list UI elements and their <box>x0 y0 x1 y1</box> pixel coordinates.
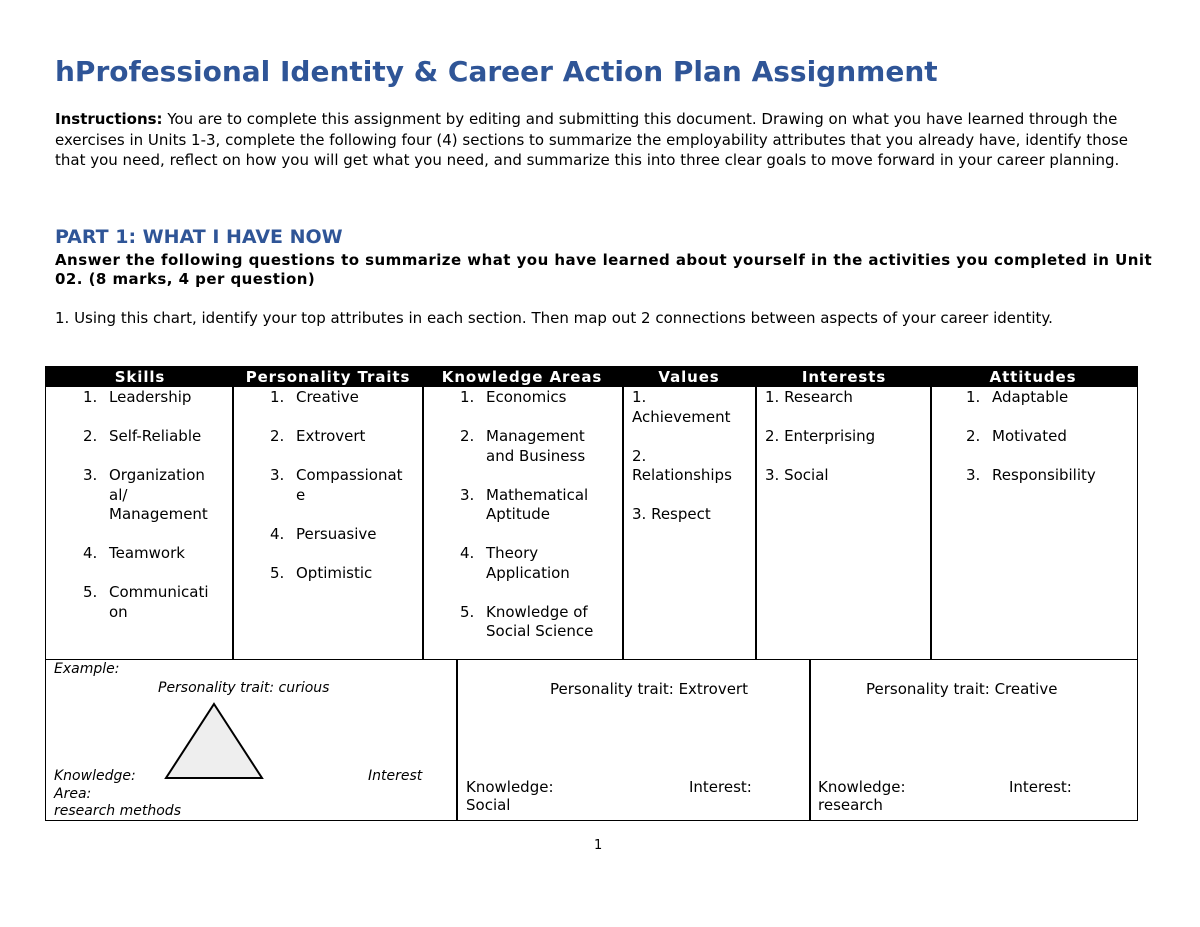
header-attitudes: Attitudes <box>989 368 1077 386</box>
column-divider <box>930 387 932 659</box>
instructions-text: You are to complete this assignment by editing and submitting this document. Drawing on what you have learned through the exercises in Units 1-3, complete the following four (4) sections to summarize the employability attributes that you already have, identify those that you need, reflect on how you will get what you need, and summarize this into three clear goals to move forward in your career planning. <box>55 110 1128 169</box>
part1-heading: PART 1: WHAT I HAVE NOW <box>55 226 343 248</box>
list-item[interactable] <box>270 564 420 584</box>
list-item[interactable] <box>83 466 233 525</box>
list-text: Achievement <box>632 407 731 426</box>
question-1: 1. Using this chart, identify your top attributes in each section. Then map out 2 connections between aspects of your career identity. <box>55 309 1053 327</box>
list-number: 1. <box>270 388 285 406</box>
list-item[interactable] <box>460 427 622 466</box>
list-item[interactable] <box>765 466 925 486</box>
list-number: 3. <box>83 466 98 484</box>
list-number: 2. <box>270 427 285 445</box>
list-text: 2. Enterprising <box>765 427 876 445</box>
cell-divider <box>809 660 811 820</box>
skills-column <box>83 388 233 642</box>
list-text: Self-Reliable <box>109 427 202 445</box>
header-skills: Skills <box>114 368 166 386</box>
header-knowledge-areas: Knowledge Areas <box>441 368 603 386</box>
list-item[interactable] <box>966 466 1136 486</box>
interests-column <box>765 388 925 505</box>
list-item[interactable] <box>765 427 925 447</box>
list-text: Economics <box>486 388 567 406</box>
list-text: Management <box>109 505 208 523</box>
list-item[interactable] <box>460 603 622 642</box>
list-text: e <box>296 485 306 504</box>
instructions-paragraph <box>55 109 1150 171</box>
list-text: Organization <box>109 466 205 484</box>
list-number: 2. <box>460 427 475 445</box>
page-number: 1 <box>594 838 603 853</box>
list-number: 4. <box>460 544 475 562</box>
list-item[interactable] <box>966 427 1136 447</box>
map2-knowledge-value[interactable]: research <box>818 796 883 814</box>
list-text: and Business <box>486 446 586 465</box>
list-text: Communicati <box>109 583 209 601</box>
list-text: Motivated <box>992 427 1067 445</box>
list-item[interactable] <box>83 427 233 447</box>
list-item[interactable] <box>460 486 622 525</box>
page-title: hProfessional Identity & Career Action Plan Assignment <box>55 55 938 88</box>
list-item[interactable] <box>966 388 1136 408</box>
map2-interest: Interest: <box>1009 778 1072 796</box>
knowledge-column <box>460 388 622 661</box>
part1-intro: Answer the following questions to summarize what you have learned about yourself in the activities you completed in Unit 02. (8 marks, 4 per question) <box>55 251 1153 288</box>
triangle-diagram <box>162 700 266 782</box>
map1-interest: Interest: <box>689 778 752 796</box>
map1-trait[interactable]: Personality trait: Extrovert <box>550 680 748 698</box>
list-text: Social Science <box>486 622 594 640</box>
example-label: Example: <box>54 661 120 677</box>
list-text: Adaptable <box>992 388 1069 406</box>
list-number: 1. <box>966 388 981 406</box>
list-item[interactable] <box>632 505 762 525</box>
list-text: 1. Research <box>765 388 853 406</box>
example-knowledge: Knowledge: <box>54 768 136 784</box>
header-personality-traits: Personality Traits <box>245 368 411 386</box>
list-item[interactable] <box>270 427 420 447</box>
list-item[interactable] <box>270 466 420 505</box>
example-area-value: research methods <box>54 803 181 819</box>
list-number: 5. <box>83 583 98 601</box>
list-text: 3. Respect <box>632 505 711 523</box>
map2-knowledge: Knowledge: <box>818 778 906 796</box>
list-text: Persuasive <box>296 524 377 543</box>
list-item[interactable] <box>460 544 622 583</box>
cell-divider <box>456 660 458 820</box>
map1-knowledge-value[interactable]: Social <box>466 796 511 814</box>
connections-table <box>45 659 1138 821</box>
header-values: Values <box>658 368 720 386</box>
example-area: Area: <box>54 786 92 802</box>
list-number: 3. <box>966 466 981 484</box>
list-item[interactable] <box>270 525 420 545</box>
column-divider <box>622 387 624 659</box>
values-column <box>632 388 762 544</box>
list-item[interactable] <box>83 583 233 622</box>
list-text: Compassionat <box>296 466 403 484</box>
list-item[interactable] <box>765 388 925 408</box>
list-text: 2. <box>632 446 647 465</box>
list-number: 4. <box>83 544 98 562</box>
list-text: Application <box>486 563 570 582</box>
list-text: 3. Social <box>765 466 829 484</box>
attitudes-column <box>966 388 1136 505</box>
list-number: 2. <box>966 427 981 445</box>
list-text: Teamwork <box>109 544 185 562</box>
list-item[interactable] <box>83 388 233 408</box>
list-text: Aptitude <box>486 505 550 523</box>
triangle-shape <box>166 704 262 778</box>
example-trait: Personality trait: curious <box>158 680 330 696</box>
list-number: 1. <box>460 388 475 406</box>
list-text: Theory <box>486 544 539 562</box>
list-text: Management <box>486 427 585 445</box>
list-text: Leadership <box>109 388 192 406</box>
list-text: 1. <box>632 388 647 406</box>
list-item[interactable] <box>270 388 420 408</box>
list-text: al/ <box>109 485 128 504</box>
list-text: Mathematical <box>486 485 589 504</box>
list-number: 4. <box>270 524 285 543</box>
column-divider <box>755 387 757 659</box>
example-interest: Interest <box>368 768 423 784</box>
list-item[interactable] <box>460 388 622 408</box>
list-text: Relationships <box>632 466 732 484</box>
list-number: 1. <box>83 388 98 406</box>
attributes-table <box>45 366 1138 660</box>
list-text: Knowledge of <box>486 602 588 621</box>
column-divider <box>422 387 424 659</box>
traits-column <box>270 388 420 603</box>
list-text: Responsibility <box>992 466 1096 484</box>
map2-trait[interactable]: Personality trait: Creative <box>866 680 1058 698</box>
list-item[interactable] <box>632 447 762 486</box>
list-number: 2. <box>83 427 98 445</box>
list-text: Extrovert <box>296 427 366 445</box>
list-text: Creative <box>296 388 359 406</box>
map1-knowledge: Knowledge: <box>466 778 554 796</box>
list-number: 5. <box>460 602 475 621</box>
list-number: 5. <box>270 563 285 582</box>
list-item[interactable] <box>632 388 762 427</box>
list-number: 3. <box>270 466 285 484</box>
header-interests: Interests <box>801 368 887 386</box>
list-item[interactable] <box>83 544 233 564</box>
list-text: on <box>109 602 128 621</box>
list-number: 3. <box>460 485 475 504</box>
instructions-label: Instructions: <box>55 110 163 128</box>
attributes-table-header <box>46 367 1137 387</box>
list-text: Optimistic <box>296 563 373 582</box>
